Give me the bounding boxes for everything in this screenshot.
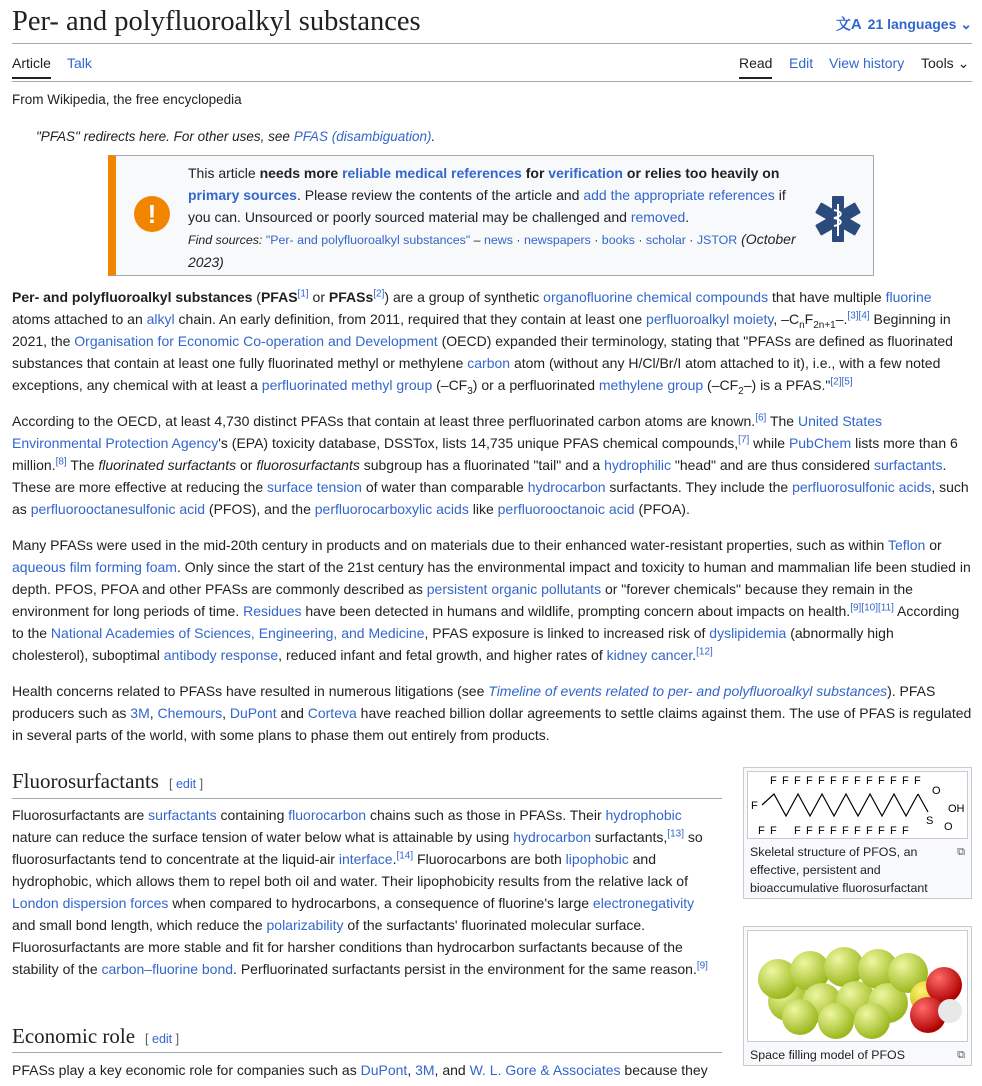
svg-text:O: O bbox=[944, 821, 953, 833]
svg-text:F: F bbox=[770, 825, 777, 837]
hatnote-text: "PFAS" redirects here. For other uses, see bbox=[36, 129, 294, 144]
find-newspapers-link[interactable]: newspapers bbox=[523, 233, 591, 247]
svg-text:F: F bbox=[890, 825, 897, 837]
svg-text:F: F bbox=[842, 775, 849, 787]
find-scholar-link[interactable]: scholar bbox=[645, 233, 686, 247]
svg-text:F: F bbox=[770, 775, 777, 787]
edit-section-fluorosurfactants: [ edit ] bbox=[168, 777, 204, 791]
svg-text:OH: OH bbox=[948, 803, 965, 815]
figure-pfos-skeletal bbox=[743, 767, 972, 899]
svg-text:F: F bbox=[854, 775, 861, 787]
heading-fluorosurfactants-text: Fluorosurfactants bbox=[12, 769, 159, 793]
svg-text:S: S bbox=[926, 815, 934, 827]
economic-paragraph: PFASs play a key economic role for companies such as DuPont, 3M, and W. L. Gore & Associates because they bbox=[12, 1062, 708, 1078]
tab-edit[interactable]: Edit bbox=[789, 55, 814, 71]
find-books-link[interactable]: books bbox=[601, 233, 635, 247]
lead-paragraph-4: Health concerns related to PFASs have resulted in numerous litigations (see Timeline of events related to per- and polyfluoroalkyl substances). PFAS producers such as 3M, Chemours, DuPont and Corteva have reached billion dollar agreements to settle claims against them. The use of PFAS is regulated in several parts of the world, with some plans to phase them out entirely from products. bbox=[12, 683, 972, 743]
find-sources-label: Find sources: bbox=[188, 233, 263, 247]
notice-date: (October 2023) bbox=[188, 231, 796, 270]
pfos-space-image[interactable] bbox=[747, 930, 968, 1042]
svg-text:F: F bbox=[758, 825, 765, 837]
svg-text:F: F bbox=[878, 775, 885, 787]
svg-text:F: F bbox=[818, 825, 825, 837]
svg-text:F: F bbox=[794, 825, 801, 837]
tab-article[interactable]: Article bbox=[12, 54, 51, 79]
svg-text:F: F bbox=[914, 775, 921, 787]
section-divider bbox=[12, 1052, 722, 1053]
medical-refs-notice bbox=[108, 155, 874, 276]
section-divider bbox=[12, 798, 722, 799]
tabs-divider bbox=[12, 81, 972, 82]
svg-text:F: F bbox=[806, 775, 813, 787]
heading-economic-role bbox=[12, 1024, 179, 1049]
find-jstor-link[interactable]: JSTOR bbox=[696, 233, 738, 247]
warning-icon: ! bbox=[134, 196, 170, 232]
svg-text:F: F bbox=[854, 825, 861, 837]
languages-label: 21 languages bbox=[867, 16, 957, 32]
svg-text:F: F bbox=[782, 775, 789, 787]
hatnote-link[interactable]: PFAS (disambiguation) bbox=[293, 129, 432, 144]
hatnote-suffix: . bbox=[431, 129, 436, 144]
pfos-space-drawing bbox=[748, 931, 968, 1041]
find-query-link[interactable]: "Per- and polyfluoroalkyl substances" bbox=[265, 233, 471, 247]
svg-text:F: F bbox=[878, 825, 885, 837]
translate-icon: 文A bbox=[835, 16, 862, 33]
svg-text:F: F bbox=[818, 775, 825, 787]
caption-text: Skeletal structure of PFOS, an effective, persistent and bioaccumulative fluorosurfactant bbox=[750, 845, 928, 895]
tagline: From Wikipedia, the free encyclopedia bbox=[12, 92, 242, 107]
edit-section-link[interactable]: edit bbox=[175, 777, 197, 791]
edit-section-link[interactable]: edit bbox=[152, 1032, 173, 1046]
figure-pfos-space-filling bbox=[743, 926, 972, 1066]
page-title: Per- and polyfluoroalkyl substances bbox=[12, 6, 421, 37]
title-divider bbox=[12, 43, 972, 44]
tab-view-history[interactable]: View history bbox=[829, 55, 905, 71]
svg-text:F: F bbox=[794, 775, 801, 787]
fluorosurfactants-paragraph: Fluorosurfactants are surfactants containing fluorocarbon chains such as those in PFASs. Their hydrophobic nature can reduce the surface tension of water below what is attainable by using hydrocarbon surfactants,[13] so fluorosurfactants tend to concentrate at the liquid-air interface.[14] Fluorocarbons are both lipophobic and hydrophobic, which allows them to repel both oil and water. Their lipophobicity results from the relative lack of London dispersion forces when compared to hydrocarbons, a consequence of fluorine's large electronegativity and small bond length, which reduce the polarizability of the surfactants' fluorinated molecular surface. Fluorosurfactants are more stable and fit for harsher conditions than hydrocarbon surfactants because of the stability of the carbon–fluorine bond. Perfluorinated surfactants persist in the environment for the same reason.[9] bbox=[12, 807, 708, 977]
edit-section-economic: [ edit ] bbox=[145, 1032, 180, 1046]
svg-text:F: F bbox=[902, 775, 909, 787]
tab-read[interactable]: Read bbox=[739, 54, 772, 79]
pfos-skeletal-drawing bbox=[748, 772, 969, 838]
svg-text:F: F bbox=[842, 825, 849, 837]
hatnote bbox=[36, 129, 435, 144]
chevron-down-icon: ⌄ bbox=[960, 16, 972, 32]
svg-text:F: F bbox=[806, 825, 813, 837]
heading-fluorosurfactants bbox=[12, 769, 203, 794]
magnify-icon[interactable]: ⧉ bbox=[957, 846, 965, 858]
heading-economic-text: Economic role bbox=[12, 1024, 136, 1048]
svg-text:F: F bbox=[866, 775, 873, 787]
caption-pfos-space bbox=[744, 1045, 971, 1068]
pfos-skeletal-image[interactable] bbox=[747, 771, 968, 839]
caption-text: Space filling model of PFOS bbox=[750, 1048, 905, 1062]
svg-text:F: F bbox=[902, 825, 909, 837]
svg-text:O: O bbox=[932, 785, 941, 797]
notice-text: This article needs more reliable medical references for verification or relies too heavily on primary sources. Please review the contents of the article and add the appropriate references if you can. Unsourced or poorly sourced material may be challenged and removed. Find sources: "Per- and polyfluoroalkyl substances" – news · newspapers · books · scholar · JSTOR (October 2023) bbox=[188, 165, 796, 270]
lead-paragraph-1: Per- and polyfluoroalkyl substances (PFAS[1] or PFASs[2]) are a group of synthetic organofluorine chemical compounds that have multiple fluorine atoms attached to an alkyl chain. An early definition, from 2011, required that they contain at least one perfluoroalkyl moiety, $-C_nF_{2n+1}-.[3][4]$ Beginning in 2021, the Organisation for Economic Co-operation and Development (OECD) expanded their terminology, stating that "PFASs are defined as fluorinated substances that contain at least one fully fluorinated methyl or methylene carbon atom (without any H/Cl/Br/I atom attached to it), i.e., with a few noted exceptions, any chemical with at least a perfluorinated methyl group $(-CF_3)$ or a perfluorinated methylene group $(-CF_2-)$ is a PFAS."[2][5] bbox=[12, 288, 953, 397]
tools-label: Tools bbox=[921, 55, 954, 71]
svg-text:F: F bbox=[830, 825, 837, 837]
page-tabs bbox=[12, 54, 972, 80]
chevron-down-icon: ⌄ bbox=[957, 55, 970, 71]
lead-paragraph-2: According to the OECD, at least 4,730 distinct PFASs that contain at least three perfluorinated carbon atoms are known.[6] The United States Environmental Protection Agency's (EPA) toxicity database, DSSTox, lists 14,735 unique PFAS chemical compounds,[7] while PubChem lists more than 6 million.[8] The fluorinated surfactants or fluorosurfactants subgroup has a fluorinated "tail" and a hydrophilic "head" and are thus considered surfactants. These are more effective at reducing the surface tension of water than comparable hydrocarbon surfactants. They include the perfluorosulfonic acids, such as perfluorooctanesulfonic acid (PFOS), and the perfluorocarboxylic acids like perfluorooctanoic acid (PFOA). bbox=[12, 412, 969, 517]
tab-talk[interactable]: Talk bbox=[67, 55, 92, 71]
svg-text:F: F bbox=[751, 800, 758, 812]
tools-menu[interactable] bbox=[921, 54, 969, 72]
svg-text:F: F bbox=[890, 775, 897, 787]
caption-pfos-skeletal bbox=[744, 842, 971, 901]
star-of-life-icon bbox=[813, 194, 863, 244]
svg-text:F: F bbox=[866, 825, 873, 837]
magnify-icon[interactable]: ⧉ bbox=[957, 1049, 965, 1061]
find-news-link[interactable]: news bbox=[484, 233, 513, 247]
svg-text:F: F bbox=[830, 775, 837, 787]
lead-paragraph-3: Many PFASs were used in the mid-20th century in products and on materials due to their enhanced water-resistant properties, such as within Teflon or aqueous film forming foam. Only since the start of the 21st century has the environmental impact and toxicity to human and mammalian life been studied in depth. PFOS, PFOA and other PFASs are commonly described as persistent organic pollutants or "forever chemicals" because they remain in the environment for long periods of time. Residues have been detected in humans and wildlife, prompting concern about impacts on health.[9][10][11] According to the National Academies of Sciences, Engineering, and Medicine, PFAS exposure is linked to increased risk of dyslipidemia (abnormally high cholesterol), suboptimal antibody response, reduced infant and fetal growth, and higher rates of kidney cancer.[12] bbox=[12, 537, 971, 663]
languages-button[interactable] bbox=[836, 13, 972, 34]
